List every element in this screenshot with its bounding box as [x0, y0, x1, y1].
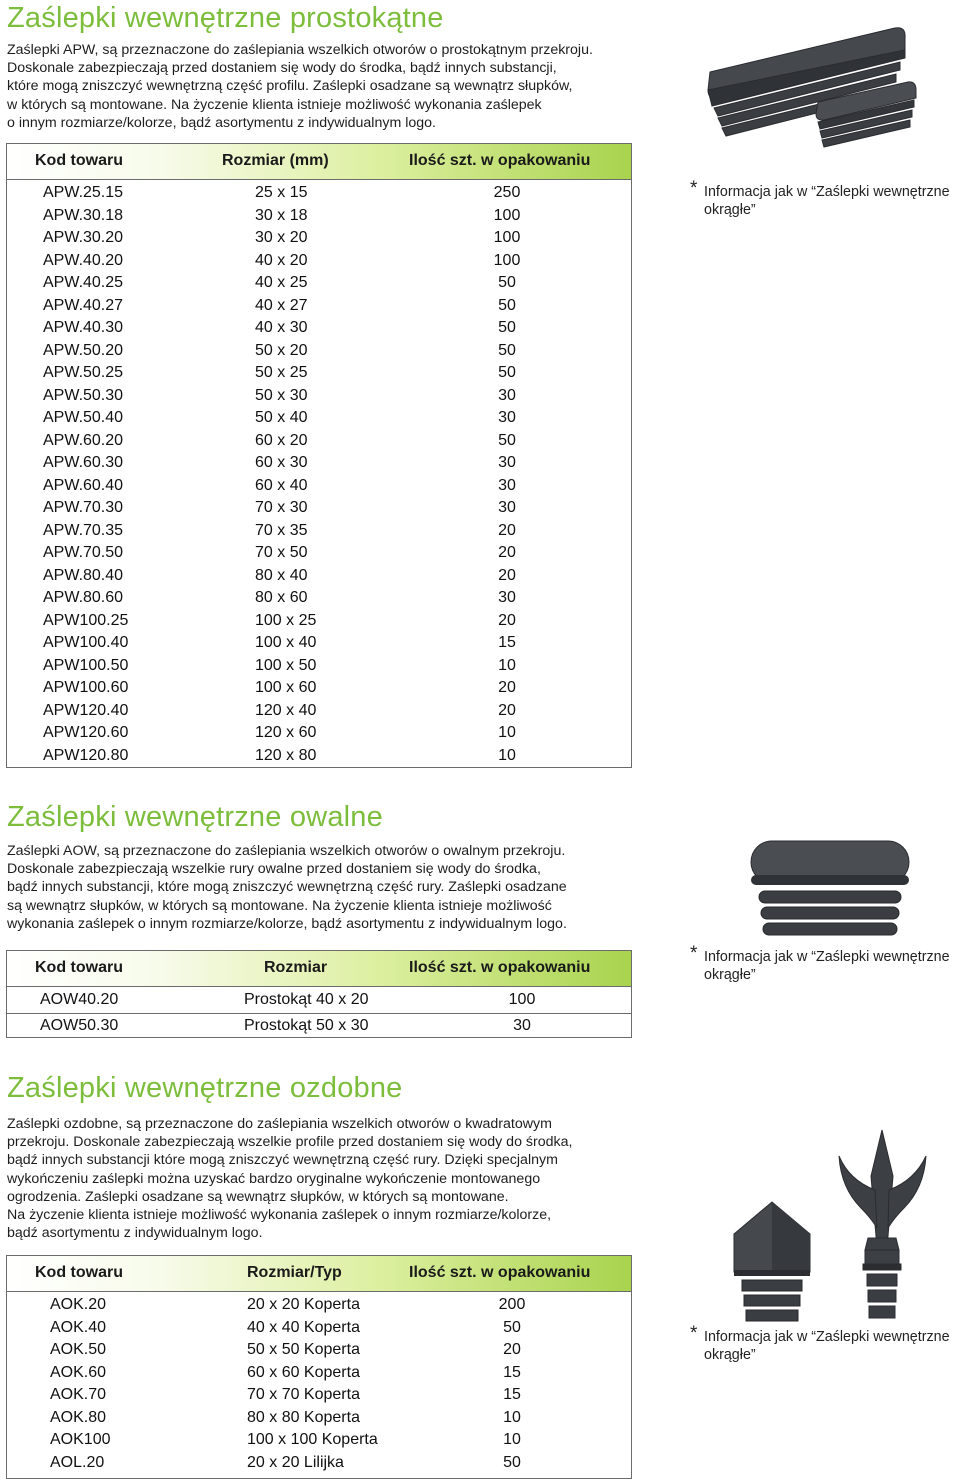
cell-size: 100 x 100 Koperta	[247, 1431, 378, 1448]
cell-code: AOW40.20	[40, 991, 119, 1008]
desc-line: o innym rozmiarze/kolorze, bądź asortymentu z indywidualnym logo.	[7, 114, 436, 131]
table-row	[7, 542, 631, 565]
section-description-rectangular	[7, 41, 593, 132]
cell-qty: 100	[493, 251, 521, 269]
cell-qty: 10	[498, 656, 516, 674]
table-row	[7, 430, 631, 453]
table-row	[7, 497, 631, 520]
cell-code: APW.60.30	[43, 454, 124, 471]
cell-size: 50 x 25	[255, 364, 308, 381]
cell-code: AOK.80	[50, 1408, 107, 1426]
header-code: Kod towaru	[35, 1264, 123, 1281]
cell-size: 80 x 80 Koperta	[247, 1408, 360, 1426]
cell-qty: 50	[498, 341, 516, 359]
cell-qty: 100	[493, 229, 521, 246]
cell-code: AOK.20	[50, 1296, 107, 1313]
cell-qty: 30	[498, 454, 516, 471]
cell-size: 100 x 60	[255, 679, 317, 696]
cell-qty: 200	[498, 1296, 526, 1313]
table-row	[7, 520, 631, 543]
cell-code: APW.40.30	[43, 319, 124, 336]
desc-line: bądź asortymentu z indywidualnym logo.	[7, 1225, 263, 1242]
table-row	[7, 317, 631, 340]
cell-qty: 50	[498, 319, 516, 336]
cell-code: APW.70.50	[43, 544, 124, 561]
cell-qty: 15	[503, 1386, 521, 1403]
cell-qty: 50	[498, 274, 516, 291]
cell-code: APW.60.20	[43, 431, 124, 449]
table-row	[7, 1317, 631, 1340]
cell-size: 100 x 40	[255, 634, 317, 651]
desc-line: Doskonale zabezpieczają przed dostaniem się wody do środka, bądź innych substancji,	[7, 60, 557, 77]
cell-code: APW.60.40	[43, 476, 124, 494]
cell-size: 80 x 60	[255, 589, 308, 606]
cell-qty: 20	[498, 544, 516, 561]
cell-code: APW100.25	[43, 611, 129, 629]
section-title-oval: Zaślepki wewnętrzne owalne	[7, 801, 383, 833]
desc-line: bądź innych substancji, które mogą zniszczyć wewnętrzną część rury. Zaślepki osadzane	[7, 879, 567, 896]
table-row	[7, 1384, 631, 1407]
header-size: Rozmiar/Typ	[247, 1264, 342, 1281]
cell-qty: 50	[498, 296, 516, 314]
cell-size: 70 x 70 Koperta	[247, 1386, 360, 1403]
info-note	[690, 943, 960, 984]
asterisk-icon: *	[690, 1323, 698, 1344]
note-line: okrągłe”	[704, 1347, 756, 1363]
cell-code: APW.50.30	[43, 386, 124, 404]
cell-code: APW.40.25	[43, 274, 124, 291]
cell-code: APW.50.20	[43, 341, 124, 359]
product-table-rectangular	[6, 143, 632, 768]
product-table-oval	[6, 950, 632, 1038]
cell-size: 20 x 20 Koperta	[247, 1296, 360, 1313]
table-row	[7, 272, 631, 295]
info-note	[690, 178, 960, 219]
cell-qty: 10	[503, 1408, 521, 1426]
desc-line: wykończeniu zaślepki można uzyskać bardzo oryginalne wykończenie montowanego	[7, 1170, 541, 1187]
cell-size: 40 x 20	[255, 251, 308, 269]
cell-code: AOK.70	[50, 1386, 107, 1403]
table-row	[7, 1294, 631, 1317]
cell-code: AOL.20	[50, 1453, 105, 1471]
table-row	[7, 295, 631, 318]
table-row	[7, 407, 631, 430]
cell-size: 40 x 40 Koperta	[247, 1318, 360, 1336]
cell-qty: 20	[503, 1341, 521, 1358]
table-header	[7, 951, 631, 987]
desc-line: Na życzenie klienta istnieje możliwość wykonania zaślepek o innym rozmiarze/kolorze,	[7, 1207, 552, 1224]
cell-qty: 10	[503, 1431, 521, 1448]
cell-size: 50 x 20	[255, 341, 308, 359]
table-row	[7, 745, 631, 768]
cell-code: APW.80.60	[43, 589, 124, 606]
cell-size: 70 x 50	[255, 544, 308, 561]
table-row	[7, 1429, 631, 1452]
note-line: Informacja jak w “Zaślepki wewnętrzne	[704, 184, 950, 200]
cell-size: 100 x 25	[255, 611, 317, 629]
header-size: Rozmiar (mm)	[222, 152, 329, 169]
cell-size: 100 x 50	[255, 656, 317, 674]
desc-line: ogrodzenia. Zaślepki osadzane są wewnątrz słupków, w których są montowane.	[7, 1188, 509, 1205]
cell-size: 50 x 40	[255, 409, 308, 426]
cell-code: APW.50.25	[43, 364, 124, 381]
section-title-decorative: Zaślepki wewnętrzne ozdobne	[7, 1072, 403, 1104]
cell-size: 40 x 25	[255, 274, 308, 291]
cell-size: 120 x 40	[255, 701, 317, 719]
header-qty: Ilość szt. w opakowaniu	[409, 1264, 591, 1281]
cell-code: APW.30.18	[43, 206, 124, 224]
table-row	[7, 452, 631, 475]
desc-line: są wewnątrz słupków, w których są montowane. Na życzenie klienta istnieje możliwość	[7, 897, 552, 914]
cell-code: APW.70.30	[43, 499, 124, 516]
cell-size: 60 x 60 Koperta	[247, 1363, 360, 1381]
table-row	[7, 385, 631, 408]
table-row	[7, 1452, 631, 1475]
desc-line: bądź innych substancji które mogą zniszczyć wewnętrzną część rury. Dzięki specjalnym	[7, 1152, 558, 1169]
cell-qty: 100	[508, 991, 536, 1008]
cell-size: 30 x 18	[255, 206, 308, 224]
cell-size: 60 x 20	[255, 431, 308, 449]
cell-size: 25 x 15	[255, 184, 308, 201]
cell-size: 70 x 30	[255, 499, 308, 516]
cell-qty: 50	[498, 364, 516, 381]
table-row	[7, 677, 631, 700]
table-row	[7, 1407, 631, 1430]
note-line: okrągłe”	[704, 967, 756, 983]
section-description-decorative	[7, 1115, 572, 1242]
cell-code: AOW50.30	[40, 1016, 119, 1034]
cell-qty: 100	[493, 206, 521, 224]
cell-code: APW.50.40	[43, 409, 124, 426]
cell-qty: 250	[493, 184, 521, 201]
cell-size: 60 x 40	[255, 476, 308, 494]
table-row	[7, 205, 631, 228]
cell-code: AOK100	[50, 1431, 111, 1448]
cell-code: APW100.50	[43, 656, 129, 674]
cell-qty: 20	[498, 679, 516, 696]
cell-qty: 20	[498, 611, 516, 629]
cell-size: 30 x 20	[255, 229, 308, 246]
cell-qty: 20	[498, 521, 516, 539]
desc-line: w których są montowane. Na życzenie klienta istnieje możliwość wykonania zaślepek	[7, 96, 542, 113]
header-qty: Ilość szt. w opakowaniu	[409, 959, 591, 976]
oval-plug-image	[745, 835, 915, 950]
cell-size: 120 x 80	[255, 746, 317, 764]
cell-size: 50 x 50 Koperta	[247, 1341, 360, 1358]
table-row	[7, 632, 631, 655]
product-table-decorative	[6, 1255, 632, 1479]
desc-line: Zaślepki ozdobne, są przeznaczone do zaślepiania wszelkich otworów o kwadratowym	[7, 1116, 552, 1132]
table-row	[7, 700, 631, 723]
table-row	[7, 250, 631, 273]
table-row	[7, 565, 631, 588]
asterisk-icon: *	[690, 943, 698, 964]
cell-code: APW120.60	[43, 724, 129, 741]
cell-code: AOK.60	[50, 1363, 107, 1381]
cell-size: 40 x 27	[255, 296, 308, 314]
cell-qty: 15	[503, 1363, 521, 1381]
desc-line: Zaślepki AOW, są przeznaczone do zaślepiania wszelkich otworów o owalnym przekroju.	[7, 843, 566, 859]
table-row	[7, 722, 631, 745]
cell-qty: 20	[498, 566, 516, 584]
cell-code: APW.40.20	[43, 251, 124, 269]
cell-code: AOK.50	[50, 1341, 107, 1358]
cell-code: APW120.80	[43, 746, 129, 764]
info-note	[690, 1323, 960, 1364]
header-code: Kod towaru	[35, 152, 123, 169]
asterisk-icon: *	[690, 178, 698, 199]
table-row	[7, 1362, 631, 1385]
cell-qty: 30	[498, 499, 516, 516]
desc-line: przekroju. Doskonale zabezpieczają wszelkie profile przed dostaniem się wody do środka,	[7, 1134, 573, 1151]
lily-finial-image	[835, 1128, 930, 1343]
cell-qty: 30	[498, 476, 516, 494]
table-row	[7, 1339, 631, 1362]
cell-size: Prostokąt 50 x 30	[244, 1016, 369, 1034]
cell-code: APW120.40	[43, 701, 129, 719]
cell-size: Prostokąt 40 x 20	[244, 991, 369, 1008]
cell-code: APW.25.15	[43, 184, 124, 201]
desc-line: które mogą zniszczyć wewnętrzną część profilu. Zaślepki osadzane są wewnątrz słupków,	[7, 78, 573, 95]
note-line: Informacja jak w “Zaślepki wewnętrzne	[704, 1329, 950, 1345]
cell-code: APW100.40	[43, 634, 129, 651]
table-row	[7, 362, 631, 385]
table-row	[7, 1013, 631, 1039]
desc-line: Doskonale zabezpieczają wszelkie rury owalne przed dostaniem się wody do środka,	[7, 861, 541, 878]
cell-code: APW.40.27	[43, 296, 124, 314]
cell-size: 20 x 20 Lilijka	[247, 1453, 344, 1471]
header-size: Rozmiar	[264, 959, 328, 976]
header-qty: Ilość szt. w opakowaniu	[409, 152, 591, 169]
cell-qty: 10	[498, 746, 516, 764]
table-row	[7, 610, 631, 633]
cell-code: APW.70.35	[43, 521, 124, 539]
cell-qty: 50	[503, 1453, 521, 1471]
envelope-plug-image	[722, 1196, 822, 1336]
cell-qty: 30	[498, 409, 516, 426]
cell-size: 120 x 60	[255, 724, 317, 741]
cell-qty: 20	[498, 701, 516, 719]
table-row	[7, 475, 631, 498]
cell-qty: 30	[513, 1016, 531, 1034]
cell-qty: 15	[498, 634, 516, 651]
cell-qty: 50	[503, 1318, 521, 1336]
desc-line: wykonania zaślepek o innym rozmiarze/kolorze, bądź asortymentu z indywidualnym logo.	[7, 915, 567, 932]
cell-code: APW100.60	[43, 679, 129, 696]
cell-size: 80 x 40	[255, 566, 308, 584]
cell-qty: 50	[498, 431, 516, 449]
table-header	[7, 144, 631, 180]
section-oval	[0, 797, 960, 1047]
cell-code: APW.30.20	[43, 229, 124, 246]
header-code: Kod towaru	[35, 959, 123, 976]
section-description-oval	[7, 842, 567, 933]
cell-qty: 30	[498, 386, 516, 404]
rectangular-plug-image	[700, 10, 920, 150]
cell-size: 50 x 30	[255, 386, 308, 404]
cell-size: 70 x 35	[255, 521, 308, 539]
section-decorative	[0, 1068, 960, 1481]
cell-qty: 10	[498, 724, 516, 741]
table-row	[7, 182, 631, 205]
cell-qty: 30	[498, 589, 516, 606]
table-header	[7, 1256, 631, 1292]
note-line: Informacja jak w “Zaślepki wewnętrzne	[704, 949, 950, 965]
cell-size: 40 x 30	[255, 319, 308, 336]
note-line: okrągłe”	[704, 202, 756, 218]
table-row	[7, 340, 631, 363]
table-row	[7, 587, 631, 610]
cell-code: APW.80.40	[43, 566, 124, 584]
cell-code: AOK.40	[50, 1318, 107, 1336]
table-row	[7, 227, 631, 250]
table-row	[7, 987, 631, 1014]
cell-size: 60 x 30	[255, 454, 308, 471]
section-title-rectangular: Zaślepki wewnętrzne prostokątne	[7, 2, 444, 34]
desc-line: Zaślepki APW, są przeznaczone do zaślepiania wszelkich otworów o prostokątnym przekroju.	[7, 42, 593, 58]
table-row	[7, 655, 631, 678]
